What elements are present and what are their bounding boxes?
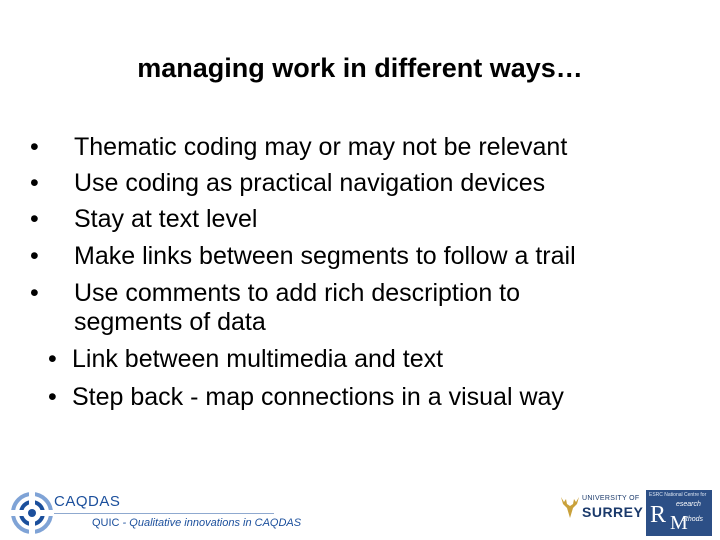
bullet-text: Use comments to add rich description to — [74, 279, 521, 307]
stag-crest-icon — [560, 494, 580, 520]
bullet-text: Thematic coding may or may not be relevant — [74, 133, 568, 161]
caqdas-divider — [54, 513, 274, 514]
ncrm-r-letter: R — [650, 502, 667, 528]
surrey-name: SURREY — [582, 504, 644, 520]
bullet-dot: • — [30, 133, 39, 161]
surrey-logo — [560, 492, 644, 526]
bullet-dot: • — [30, 242, 39, 270]
bullet-dot: • — [48, 383, 57, 411]
bullet-text: Use coding as practical navigation devices — [74, 169, 546, 197]
ncrm-methods-word: ethods — [682, 516, 704, 523]
footer-logos — [0, 484, 720, 540]
ncrm-logo — [646, 490, 712, 536]
caqdas-logo — [10, 491, 302, 535]
slide-title: managing work in different ways… — [137, 53, 583, 83]
caqdas-name: CAQDAS — [54, 493, 121, 510]
bullet-text: Link between multimedia and text — [72, 345, 444, 373]
ncrm-m-letter: M — [670, 512, 688, 534]
ncrm-header: ESRC National Centre for — [649, 492, 707, 498]
bullet-dot: • — [30, 169, 39, 197]
bullet-text: Make links between segments to follow a trail — [74, 242, 576, 270]
bullet-text: Step back - map connections in a visual way — [72, 383, 564, 411]
caqdas-icon — [10, 491, 54, 535]
bullet-dot: • — [30, 205, 39, 233]
bullet-dot: • — [30, 279, 39, 307]
bullet-text: segments of data — [74, 308, 266, 336]
caqdas-tagline — [92, 517, 301, 529]
ncrm-research-word: esearch — [676, 501, 701, 508]
caqdas-tag-rest: - Qualitative innovations in CAQDAS — [119, 517, 302, 529]
caqdas-tag-prefix: QUIC — [92, 517, 120, 529]
bullet-dot: • — [48, 345, 57, 373]
surrey-university-of: UNIVERSITY OF — [582, 495, 640, 502]
bullet-text: Stay at text level — [74, 205, 258, 233]
